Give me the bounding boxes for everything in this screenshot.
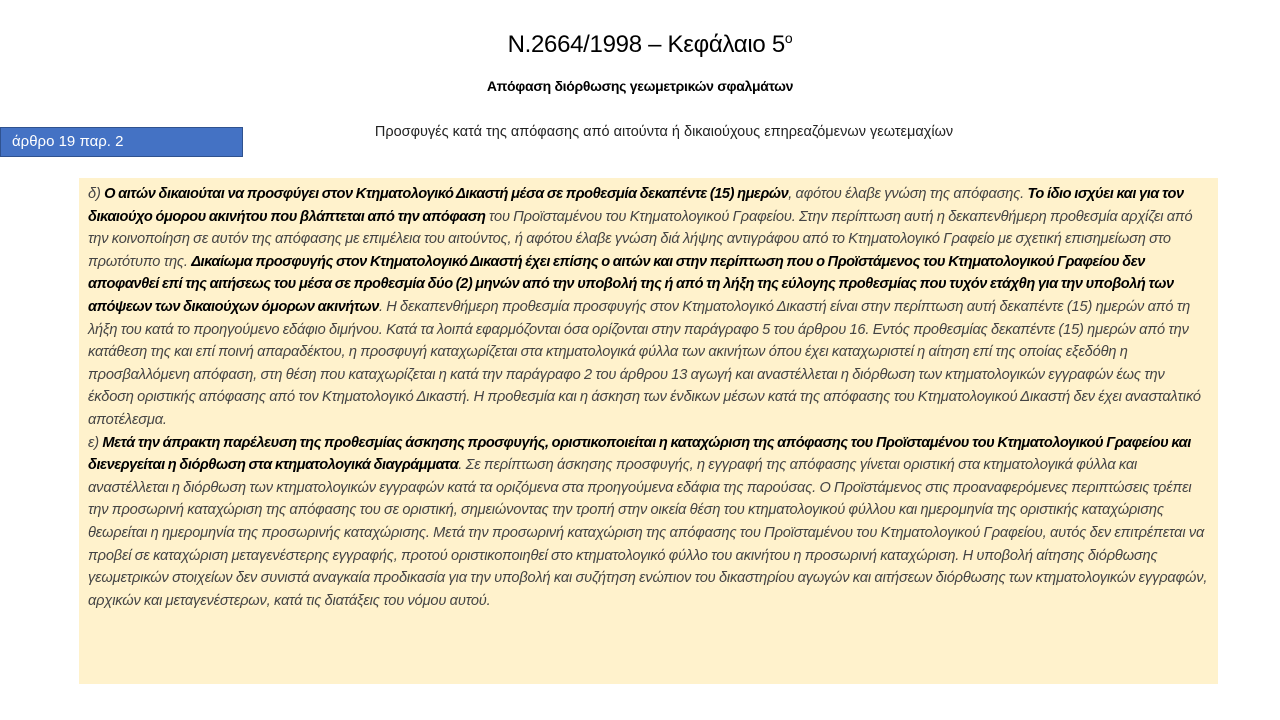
bold-text: Δικαίωμα προσφυγής στον Κτηματολογικό Δικαστή έχει επίσης ο αιτών και στην περίπτωση που ο Προϊστάμενος του Κτηματολογικού Γραφείου δεν αποφανθεί επί της αιτήσεως του μέσα σε προθεσμία δύο (2) μηνών από την υποβολή της ή από τη λήξη της εύλογης προθεσμίας που τυχόν ετάχθη για την υποβολή των απόψεων των δικαιούχων όμορων ακινήτων bbox=[88, 253, 1174, 315]
page-title bbox=[0, 30, 1280, 59]
paragraph-e bbox=[88, 432, 1210, 613]
page-subtitle: Απόφαση διόρθωσης γεωμετρικών σφαλμάτων bbox=[486, 78, 794, 94]
title-text: Ν.2664/1998 – Κεφάλαιο 5 bbox=[507, 31, 785, 58]
legal-text-box bbox=[79, 178, 1218, 684]
bold-text: Το ίδιο ισχύει και για τον δικαιούχο όμορου ακινήτου που βλάπτεται από την απόφαση bbox=[88, 186, 1184, 225]
body-text: . Σε περίπτωση άσκησης προσφυγής, η εγγραφή της απόφασης γίνεται οριστική στα κτηματολογικά φύλλα και αναστέλλεται η διόρθωση των κτηματολογικών εγγραφών κατά τα οριζόμενα στα προηγούμενα εδάφια της παρούσας. Ο Προϊστάμενος στις προαναφερόμενες περιπτώσεις τρέπει την προσωρινή καταχώριση της απόφασης του σε οριστική, σημειώνοντας την τροπή στην οικεία θέση του κτηματολογικού φύλλου και ημερομηνία της οριστικής καταχώρισης θεωρείται η ημερομηνία της προσωρινής καταχώρισης. Μετά την προσωρινή καταχώριση της απόφασης του Προϊσταμένου του Κτηματολογικού Γραφείου, αυτός δεν επιτρέπεται να προβεί σε καταχώριση μεταγενέστερης εγγραφής, προτού οριστικοποιηθεί στο κτηματολογικό φύλλο του ακινήτου η προσωρινή καταχώριση. Η υποβολή αίτησης διόρθωσης γεωμετρικών στοιχείων δεν συνιστά αναγκαία προδικασία για την υποβολή και συζήτηση ενώπιον του δικαστηρίου αγωγών και αιτήσεων διόρθωσης των κτηματολογικών εγγραφών, αρχικών και μεταγενέστερων, κατά τις διατάξεις του νόμου αυτού. bbox=[88, 457, 1208, 609]
bold-text: Ο αιτών δικαιούται να προσφύγει στον Κτηματολογικό Δικαστή μέσα σε προθεσμία δεκαπέντε (15) ημερών bbox=[104, 186, 789, 202]
body-text: . Η δεκαπενθήμερη προθεσμία προσφυγής στον Κτηματολογικό Δικαστή είναι στην περίπτωση αυτή δεκαπέντε (15) ημερών από τη λήξη του κατά το προηγούμενο εδάφιο διμήνου. Κατά τα λοιπά εφαρμόζονται όσα ορίζονται στην παράγραφο 5 του άρθρου 16. Εντός προθεσμίας δεκαπέντε (15) ημερών από την κατάθεση της και επί ποινή απαραδέκτου, η προσφυγή καταχωρίζεται στα κτηματολογικά φύλλα των ακινήτων όπου έχει καταχωριστεί η αίτηση επί της οποίας εξεδόθη η προσβαλλόμενη απόφαση, στη θέση που καταχωρίζεται η κατά την παράγραφο 2 του άρθρου 13 αγωγή και αναστέλλεται η διόρθωση των κτηματολογικών εγγραφών έως την έκδοση οριστικής απόφασης από τον Κτηματολογικό Δικαστή. Η προθεσμία και η άσκηση των ένδικων μέσων κατά της απόφασης του Κτηματολογικού Δικαστή δεν έχει ανασταλτικό αποτέλεσμα. bbox=[88, 298, 1201, 428]
body-text: , αφότου έλαβε γνώση της απόφασης. bbox=[788, 186, 1028, 202]
paragraph-d-label: δ) bbox=[88, 186, 105, 202]
section-description: Προσφυγές κατά της απόφασης από αιτούντα ή δικαιούχους επηρεαζόμενων γεωτεμαχίων bbox=[374, 124, 954, 140]
title-superscript: ο bbox=[784, 30, 793, 46]
article-tag: άρθρο 19 παρ. 2 bbox=[0, 127, 243, 157]
paragraph-e-label: ε) bbox=[88, 434, 103, 451]
body-text: του Προϊσταμένου του Κτηματολογικού Γραφείου. Στην περίπτωση αυτή η δεκαπενθήμερη προθεσμία αρχίζει από την κοινοποίηση σε αυτόν της απόφασης με επιμέλεια του αιτούντος, ή αφότου έλαβε γνώση διά λήψης αντιγράφου από το Κτηματολογικό Γραφείο με σχετική επισημείωση στο πρωτότυπο της. bbox=[88, 208, 1193, 270]
bold-text: Μετά την άπρακτη παρέλευση της προθεσμίας άσκησης προσφυγής, οριστικοποιείται η καταχώριση της απόφασης του Προϊσταμένου του Κτηματολογικού Γραφείου και διενεργείται η διόρθωση στα κτηματολογικά διαγράμματα bbox=[88, 434, 1191, 474]
paragraph-d bbox=[88, 183, 1210, 432]
